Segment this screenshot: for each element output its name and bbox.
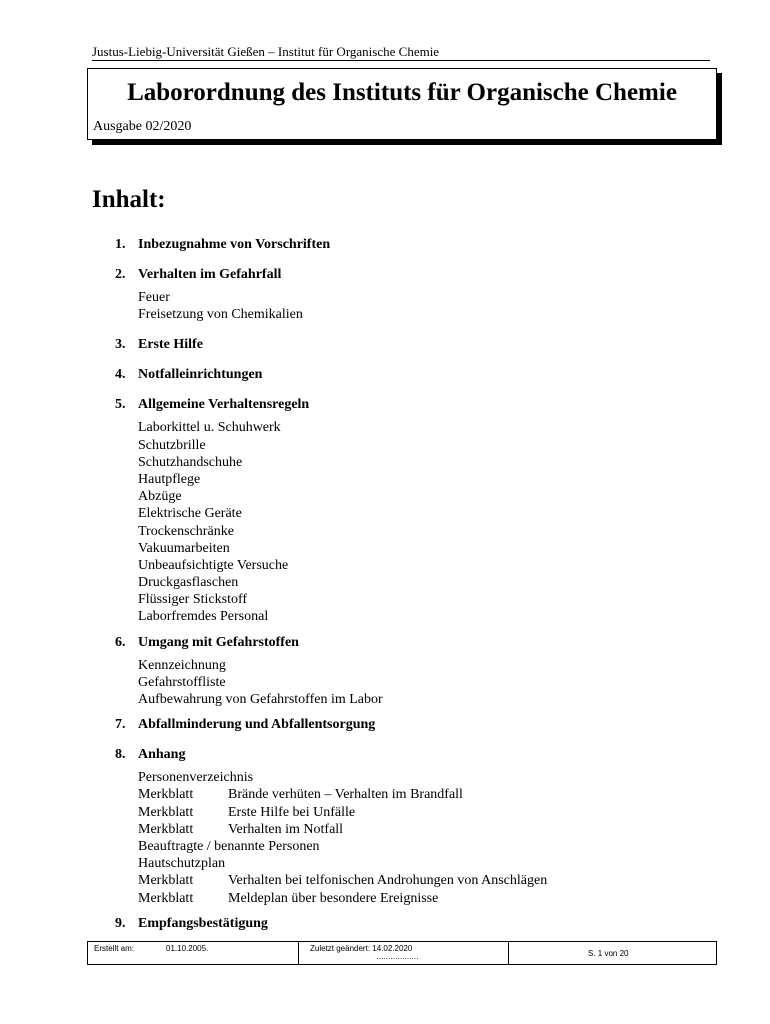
toc-section xyxy=(115,716,715,733)
toc-section xyxy=(115,915,715,932)
toc-section-number: 2. xyxy=(115,267,126,282)
toc-section-title xyxy=(115,716,715,733)
document-title: Laborordnung des Instituts für Organische Chemie xyxy=(127,79,677,106)
toc-subsection-item: Schutzhandschuhe xyxy=(138,454,243,470)
toc-section-title xyxy=(115,266,715,283)
page-header: Justus-Liebig-Universität Gießen – Institut für Organische Chemie xyxy=(92,44,710,61)
toc-subsection-list xyxy=(138,769,715,907)
toc-subsection-item: Flüssiger Stickstoff xyxy=(138,592,248,608)
toc-section xyxy=(115,396,715,625)
toc-subsection-item: Gefahrstoffliste xyxy=(138,674,226,690)
toc-section xyxy=(115,366,715,383)
toc-subsection-item: Beauftragte / benannte Personen xyxy=(138,838,320,854)
toc-subsection-kind: Merkblatt xyxy=(138,787,194,803)
title-box xyxy=(87,68,717,140)
toc-section-number: 7. xyxy=(115,717,126,733)
toc-heading: Inhalt: xyxy=(92,186,166,213)
toc-subsection-item xyxy=(138,804,715,821)
footer-divider xyxy=(298,942,299,964)
toc-section-title xyxy=(115,366,715,383)
toc-section-label: Notfalleinrichtungen xyxy=(138,367,263,383)
toc-section-label: Umgang mit Gefahrstoffen xyxy=(138,634,299,650)
toc-section-number: 9. xyxy=(115,915,126,931)
toc-subsection-item: Freisetzung von Chemikalien xyxy=(138,307,303,323)
toc-section-label: Empfangsbestätigung xyxy=(138,915,268,931)
toc-subsection-text: Meldeplan über besondere Ereignisse xyxy=(228,890,439,906)
toc-subsection-text: Verhalten im Notfall xyxy=(228,821,344,837)
toc-subsection-item: Abzüge xyxy=(138,489,182,505)
toc-subsection-item: Druckgasflaschen xyxy=(138,575,239,591)
toc-subsection-kind: Merkblatt xyxy=(138,873,194,889)
footer-created-date: 01.10.2005. xyxy=(166,944,209,953)
toc-subsection-item: Unbeaufsichtigte Versuche xyxy=(138,557,289,573)
toc-section-label: Erste Hilfe xyxy=(138,337,203,353)
toc-subsection-item: Hautschutzplan xyxy=(138,856,226,872)
edition-label: Ausgabe 02/2020 xyxy=(93,119,192,134)
footer-changed-dots: ……………… xyxy=(376,952,418,961)
toc-subsection-item: Laborfremdes Personal xyxy=(138,609,269,625)
toc-subsection-item: Personenverzeichnis xyxy=(138,770,254,786)
toc-subsection-item: Trockenschränke xyxy=(138,523,234,539)
toc-subsection-kind: Merkblatt xyxy=(138,804,194,820)
toc-subsection-list xyxy=(138,289,715,323)
footer-divider xyxy=(508,942,509,964)
toc-subsection-item xyxy=(138,890,715,907)
toc-section xyxy=(115,336,715,353)
toc-subsection-item: Elektrische Geräte xyxy=(138,506,242,522)
toc-subsection-text: Brände verhüten – Verhalten im Brandfall xyxy=(228,787,463,803)
table-of-contents xyxy=(115,236,715,932)
toc-subsection-list xyxy=(138,657,715,709)
toc-section-title xyxy=(115,746,715,763)
toc-section-title xyxy=(115,236,715,253)
footer-page-number: S. 1 von 20 xyxy=(588,949,629,958)
toc-section-number: 3. xyxy=(115,337,126,353)
toc-section-label: Allgemeine Verhaltensregeln xyxy=(138,397,310,413)
toc-subsection-kind: Merkblatt xyxy=(138,890,194,906)
toc-subsection-item xyxy=(138,821,715,838)
toc-section-label: Verhalten im Gefahrfall xyxy=(138,267,282,282)
toc-section-title xyxy=(115,396,715,413)
toc-subsection-item: Kennzeichnung xyxy=(138,657,226,673)
toc-section-number: 4. xyxy=(115,367,126,383)
toc-subsection-text: Erste Hilfe bei Unfälle xyxy=(228,804,356,820)
toc-subsection-item: Aufbewahrung von Gefahrstoffen im Labor xyxy=(138,692,383,707)
toc-section-number: 6. xyxy=(115,634,126,650)
toc-section-label: Inbezugnahme von Vorschriften xyxy=(138,237,331,252)
toc-subsection-item: Feuer xyxy=(138,290,170,305)
toc-subsection-item: Vakuumarbeiten xyxy=(138,540,230,556)
toc-section-title xyxy=(115,915,715,932)
toc-section xyxy=(115,266,715,323)
toc-section-title xyxy=(115,634,715,651)
toc-subsection-item: Hautpflege xyxy=(138,471,201,487)
toc-section-label: Abfallminderung und Abfallentsorgung xyxy=(138,717,376,733)
footer-created-label: Erstellt am: xyxy=(94,944,135,953)
toc-subsection-item xyxy=(138,872,715,889)
toc-subsection-kind: Merkblatt xyxy=(138,821,194,837)
toc-section-number: 8. xyxy=(115,747,126,763)
toc-section-label: Anhang xyxy=(138,747,186,763)
toc-section xyxy=(115,634,715,709)
toc-subsection-item: Laborkittel u. Schuhwerk xyxy=(138,420,281,436)
toc-section xyxy=(115,236,715,253)
toc-subsection-list xyxy=(138,419,715,625)
toc-subsection-text: Verhalten bei telfonischen Androhungen von Anschlägen xyxy=(228,873,548,889)
toc-section-title xyxy=(115,336,715,353)
toc-section xyxy=(115,746,715,907)
page-footer xyxy=(87,941,717,965)
footer-changed: Zuletzt geändert: 14.02.2020 xyxy=(310,944,413,953)
toc-section-number: 5. xyxy=(115,397,126,413)
toc-subsection-item xyxy=(138,786,715,803)
toc-section-number: 1. xyxy=(115,237,126,252)
toc-subsection-item: Schutzbrille xyxy=(138,437,206,453)
